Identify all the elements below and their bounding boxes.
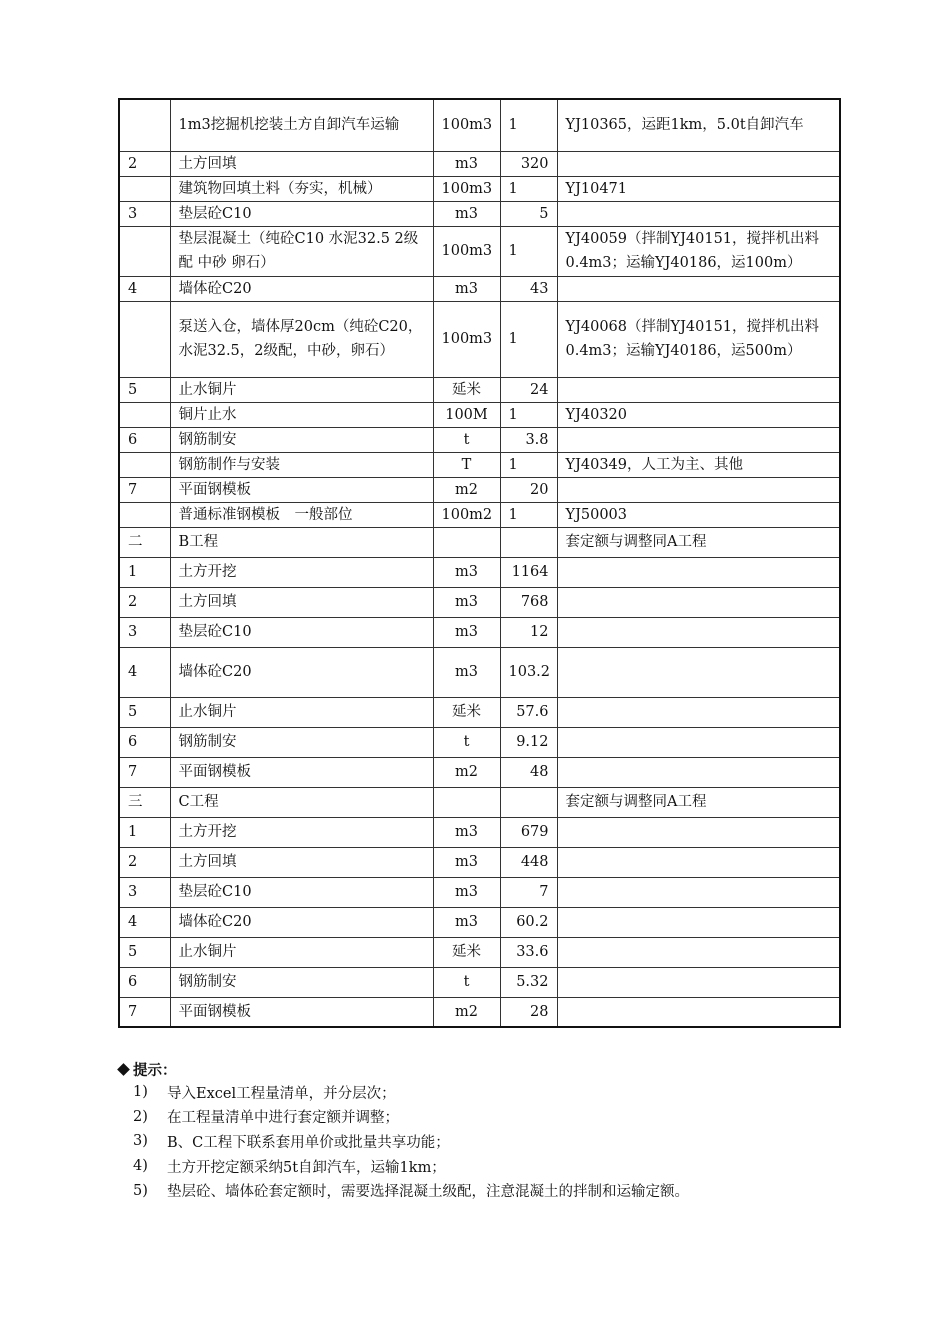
note-cell — [557, 647, 840, 697]
item-name-cell: 1m3挖掘机挖装土方自卸汽车运输 — [170, 99, 433, 151]
row-number-cell: 7 — [119, 477, 170, 502]
item-name-cell: 钢筋制安 — [170, 967, 433, 997]
unit-cell: 100m3 — [433, 301, 500, 377]
item-name-cell: 土方开挖 — [170, 817, 433, 847]
table-row — [119, 99, 840, 151]
row-number-cell: 6 — [119, 967, 170, 997]
item-name-cell: 垫层砼C10 — [170, 877, 433, 907]
quantity-cell: 448 — [500, 847, 557, 877]
note-cell — [557, 967, 840, 997]
table-row — [119, 787, 840, 817]
table-row — [119, 176, 840, 201]
item-name-cell: 墙体砼C20 — [170, 907, 433, 937]
row-number-cell: 2 — [119, 847, 170, 877]
unit-cell: m3 — [433, 201, 500, 226]
table-row — [119, 201, 840, 226]
row-number-cell — [119, 452, 170, 477]
unit-cell: 100m3 — [433, 226, 500, 276]
row-number-cell: 二 — [119, 527, 170, 557]
table-row — [119, 151, 840, 176]
note-cell — [557, 907, 840, 937]
unit-cell: m3 — [433, 587, 500, 617]
unit-cell: m3 — [433, 617, 500, 647]
row-number-cell — [119, 502, 170, 527]
row-number-cell: 2 — [119, 587, 170, 617]
unit-cell: m2 — [433, 477, 500, 502]
quantity-cell: 3.8 — [500, 427, 557, 452]
table-row — [119, 647, 840, 697]
item-name-cell: B工程 — [170, 527, 433, 557]
tip-item — [118, 1080, 838, 1105]
table-row — [119, 727, 840, 757]
unit-cell: t — [433, 427, 500, 452]
unit-cell: t — [433, 727, 500, 757]
quantity-cell: 1 — [500, 502, 557, 527]
note-cell — [557, 617, 840, 647]
unit-cell: m3 — [433, 151, 500, 176]
unit-cell: 100m3 — [433, 99, 500, 151]
item-name-cell: 止水铜片 — [170, 937, 433, 967]
quantity-cell: 57.6 — [500, 697, 557, 727]
quantity-cell: 679 — [500, 817, 557, 847]
tip-text: 在工程量清单中进行套定额并调整； — [167, 1110, 399, 1127]
tip-item — [118, 1129, 838, 1154]
tip-number: 5) — [133, 1182, 148, 1199]
item-name-cell: 土方回填 — [170, 587, 433, 617]
diamond-bullet-icon — [117, 1063, 130, 1076]
row-number-cell: 三 — [119, 787, 170, 817]
quantity-cell: 103.2 — [500, 647, 557, 697]
quantity-cell: 768 — [500, 587, 557, 617]
row-number-cell — [119, 402, 170, 427]
quantity-table — [118, 98, 841, 1028]
note-cell — [557, 151, 840, 176]
quantity-cell: 24 — [500, 377, 557, 402]
item-name-cell: 垫层混凝土（纯砼C10 水泥32.5 2级配 中砂 卵石） — [170, 226, 433, 276]
item-name-cell: 铜片止水 — [170, 402, 433, 427]
item-name-cell: 平面钢模板 — [170, 477, 433, 502]
unit-cell: 延米 — [433, 697, 500, 727]
row-number-cell: 6 — [119, 427, 170, 452]
quantity-cell: 20 — [500, 477, 557, 502]
row-number-cell: 1 — [119, 557, 170, 587]
unit-cell: T — [433, 452, 500, 477]
item-name-cell: 墙体砼C20 — [170, 276, 433, 301]
item-name-cell: 泵送入仓，墙体厚20cm（纯砼C20，水泥32.5，2级配，中砂，卵石） — [170, 301, 433, 377]
quantity-cell: 1 — [500, 226, 557, 276]
unit-cell: m3 — [433, 907, 500, 937]
row-number-cell: 3 — [119, 617, 170, 647]
quantity-cell: 28 — [500, 997, 557, 1027]
unit-cell — [433, 787, 500, 817]
row-number-cell: 4 — [119, 907, 170, 937]
note-cell — [557, 587, 840, 617]
tip-item — [118, 1154, 838, 1179]
unit-cell: 100m2 — [433, 502, 500, 527]
unit-cell: m2 — [433, 997, 500, 1027]
unit-cell: m3 — [433, 847, 500, 877]
table-row — [119, 877, 840, 907]
unit-cell: 延米 — [433, 937, 500, 967]
table-row — [119, 402, 840, 427]
table-row — [119, 757, 840, 787]
item-name-cell: 钢筋制安 — [170, 427, 433, 452]
tip-item — [118, 1178, 838, 1203]
item-name-cell: C工程 — [170, 787, 433, 817]
note-cell — [557, 757, 840, 787]
row-number-cell — [119, 226, 170, 276]
table-row — [119, 907, 840, 937]
note-cell — [557, 377, 840, 402]
quantity-cell: 1 — [500, 99, 557, 151]
quantity-cell: 9.12 — [500, 727, 557, 757]
table-row — [119, 452, 840, 477]
item-name-cell: 墙体砼C20 — [170, 647, 433, 697]
note-cell — [557, 817, 840, 847]
row-number-cell: 6 — [119, 727, 170, 757]
table-row — [119, 301, 840, 377]
item-name-cell: 土方回填 — [170, 151, 433, 176]
item-name-cell: 垫层砼C10 — [170, 617, 433, 647]
tip-number: 3) — [133, 1133, 148, 1150]
note-cell: YJ50003 — [557, 502, 840, 527]
unit-cell: m3 — [433, 557, 500, 587]
note-cell — [557, 997, 840, 1027]
table-row — [119, 557, 840, 587]
item-name-cell: 土方回填 — [170, 847, 433, 877]
row-number-cell: 7 — [119, 997, 170, 1027]
table-row — [119, 427, 840, 452]
table-row — [119, 527, 840, 557]
table-row — [119, 697, 840, 727]
table-row — [119, 587, 840, 617]
tip-number: 1) — [133, 1084, 148, 1101]
unit-cell: m3 — [433, 877, 500, 907]
unit-cell: 延米 — [433, 377, 500, 402]
row-number-cell: 2 — [119, 151, 170, 176]
note-cell: 套定额与调整同A工程 — [557, 787, 840, 817]
table-row — [119, 817, 840, 847]
quantity-cell — [500, 527, 557, 557]
note-cell — [557, 427, 840, 452]
row-number-cell: 3 — [119, 201, 170, 226]
item-name-cell: 平面钢模板 — [170, 757, 433, 787]
quantity-cell — [500, 787, 557, 817]
table-row — [119, 937, 840, 967]
tips-list — [118, 1080, 838, 1203]
row-number-cell: 3 — [119, 877, 170, 907]
row-number-cell: 5 — [119, 697, 170, 727]
note-cell: YJ40068（拌制YJ40151，搅拌机出料0.4m3；运输YJ40186，运500m） — [557, 301, 840, 377]
tip-text: 垫层砼、墙体砼套定额时，需要选择混凝土级配，注意混凝土的拌制和运输定额。 — [167, 1184, 689, 1201]
table-row — [119, 502, 840, 527]
note-cell: YJ10365，运距1km，5.0t自卸汽车 — [557, 99, 840, 151]
row-number-cell: 4 — [119, 276, 170, 301]
tips-heading — [118, 1058, 838, 1080]
quantity-table-body — [119, 99, 840, 1027]
quantity-cell: 1 — [500, 452, 557, 477]
table-row — [119, 276, 840, 301]
row-number-cell — [119, 99, 170, 151]
quantity-cell: 43 — [500, 276, 557, 301]
table-row — [119, 997, 840, 1027]
quantity-cell: 33.6 — [500, 937, 557, 967]
tips-section — [118, 1058, 838, 1203]
item-name-cell: 钢筋制作与安装 — [170, 452, 433, 477]
unit-cell: m3 — [433, 276, 500, 301]
quantity-cell: 5.32 — [500, 967, 557, 997]
tip-number: 4) — [133, 1158, 148, 1175]
note-cell — [557, 276, 840, 301]
quantity-cell: 5 — [500, 201, 557, 226]
unit-cell: m3 — [433, 647, 500, 697]
table-row — [119, 617, 840, 647]
quantity-cell: 48 — [500, 757, 557, 787]
tip-item — [118, 1105, 838, 1130]
note-cell — [557, 847, 840, 877]
quantity-cell: 7 — [500, 877, 557, 907]
note-cell — [557, 201, 840, 226]
note-cell — [557, 727, 840, 757]
unit-cell: m3 — [433, 817, 500, 847]
row-number-cell: 7 — [119, 757, 170, 787]
row-number-cell: 1 — [119, 817, 170, 847]
row-number-cell — [119, 176, 170, 201]
quantity-cell: 320 — [500, 151, 557, 176]
table-row — [119, 377, 840, 402]
unit-cell — [433, 527, 500, 557]
table-row — [119, 477, 840, 502]
quantity-cell: 1 — [500, 402, 557, 427]
note-cell: YJ40349，人工为主、其他 — [557, 452, 840, 477]
tip-text: 导入Excel工程量清单，并分层次； — [167, 1085, 396, 1102]
item-name-cell: 土方开挖 — [170, 557, 433, 587]
unit-cell: 100M — [433, 402, 500, 427]
row-number-cell: 5 — [119, 937, 170, 967]
note-cell: YJ40059（拌制YJ40151，搅拌机出料0.4m3；运输YJ40186，运100m） — [557, 226, 840, 276]
quantity-cell: 60.2 — [500, 907, 557, 937]
tips-title: 提示： — [133, 1061, 177, 1079]
quantity-cell: 1164 — [500, 557, 557, 587]
table-row — [119, 967, 840, 997]
tip-text: 土方开挖定额采纳5t自卸汽车，运输1km； — [167, 1159, 446, 1176]
note-cell — [557, 477, 840, 502]
unit-cell: 100m3 — [433, 176, 500, 201]
tip-number: 2) — [133, 1108, 148, 1125]
row-number-cell: 5 — [119, 377, 170, 402]
note-cell: YJ10471 — [557, 176, 840, 201]
unit-cell: t — [433, 967, 500, 997]
note-cell: 套定额与调整同A工程 — [557, 527, 840, 557]
item-name-cell: 止水铜片 — [170, 697, 433, 727]
item-name-cell: 垫层砼C10 — [170, 201, 433, 226]
item-name-cell: 平面钢模板 — [170, 997, 433, 1027]
note-cell — [557, 697, 840, 727]
note-cell — [557, 937, 840, 967]
unit-cell: m2 — [433, 757, 500, 787]
quantity-cell: 1 — [500, 176, 557, 201]
item-name-cell: 止水铜片 — [170, 377, 433, 402]
item-name-cell: 钢筋制安 — [170, 727, 433, 757]
tip-text: B、C工程下联系套用单价或批量共享功能； — [167, 1134, 450, 1151]
table-row — [119, 847, 840, 877]
quantity-cell: 12 — [500, 617, 557, 647]
note-cell — [557, 557, 840, 587]
item-name-cell: 建筑物回填土料（夯实，机械） — [170, 176, 433, 201]
note-cell — [557, 877, 840, 907]
note-cell: YJ40320 — [557, 402, 840, 427]
row-number-cell — [119, 301, 170, 377]
row-number-cell: 4 — [119, 647, 170, 697]
item-name-cell: 普通标准钢模板 一般部位 — [170, 502, 433, 527]
quantity-cell: 1 — [500, 301, 557, 377]
table-row — [119, 226, 840, 276]
